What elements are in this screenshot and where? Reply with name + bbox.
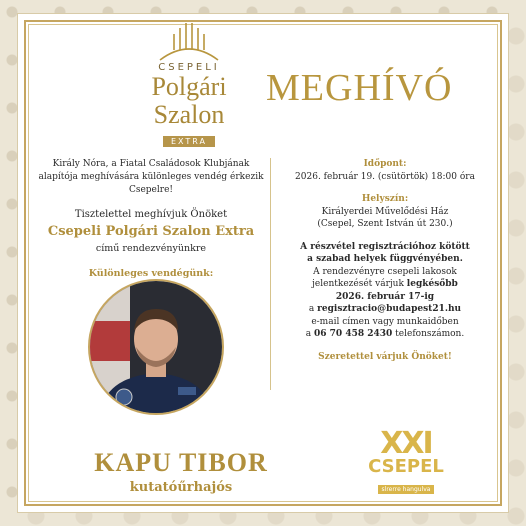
brand-tagline: slrerre hangulva [378,485,435,494]
event-name: Csepeli Polgári Szalon Extra [47,224,255,239]
logo-line1: CSEPELI [158,62,220,73]
csepel-brand-logo [366,426,446,495]
place-label: Helyszín: [361,194,409,204]
reg-line-3: A rendezvényre csepeli lakosok [313,266,457,277]
guest-portrait-image [90,281,222,413]
logo-line2: Polgári Szalon [151,72,227,129]
registration-email[interactable]: regisztracio@budapest21.hu [317,304,462,314]
reg-line-4b: legkésőbb [406,279,458,289]
reg-line-1: A részvétel regisztrációhoz kötött [300,241,470,252]
polgari-szalon-logo [114,20,264,148]
reg-line-8a: a [305,329,315,339]
place-value-2: (Csepel, Szent István út 230.) [317,219,453,229]
event-subtitle: című rendezvényünkre [95,243,207,254]
place-value-1: Királyerdei Művelődési Ház [321,206,449,217]
brand-number: XXI [380,426,432,461]
intro-text: Király Nóra, a Fiatal Családosok Klubjának alapítója meghívására különleges vendég érkezik Csepelre! [38,159,264,195]
left-column [38,158,264,279]
guest-name: KAPU TIBOR [94,448,268,477]
page-title: MEGHÍVÓ [266,67,453,109]
reg-line-4a: jelentkezését várjuk [312,279,407,289]
greeting: Tisztelettel meghívjuk Önöket [74,209,228,220]
reg-line-2: a szabad helyek függvényében. [307,254,463,264]
time-label: Időpont: [363,159,407,169]
building-pillars-icon [154,20,224,62]
reg-line-8c: telefonszámon. [392,329,465,339]
time-value: 2026. február 19. (csütörtök) 18:00 óra [295,171,475,182]
phone-number[interactable]: 06 70 458 2430 [314,329,393,339]
logo-badge: EXTRA [163,136,215,147]
invitation-card [18,14,508,512]
column-divider [270,158,271,390]
right-column [280,158,490,363]
brand-name: CSEPEL [368,456,444,477]
guest-photo [88,279,224,415]
guest-label: Különleges vendégünk: [88,268,214,279]
closing-text: Szeretettel várjuk Önöket! [318,351,452,362]
guest-role: kutatóűrhajós [129,480,233,495]
reg-line-7: e-mail címen vagy munkaidőben [311,316,459,327]
deadline: 2026. február 17-ig [335,291,435,302]
reg-line-6a: a [308,304,318,314]
